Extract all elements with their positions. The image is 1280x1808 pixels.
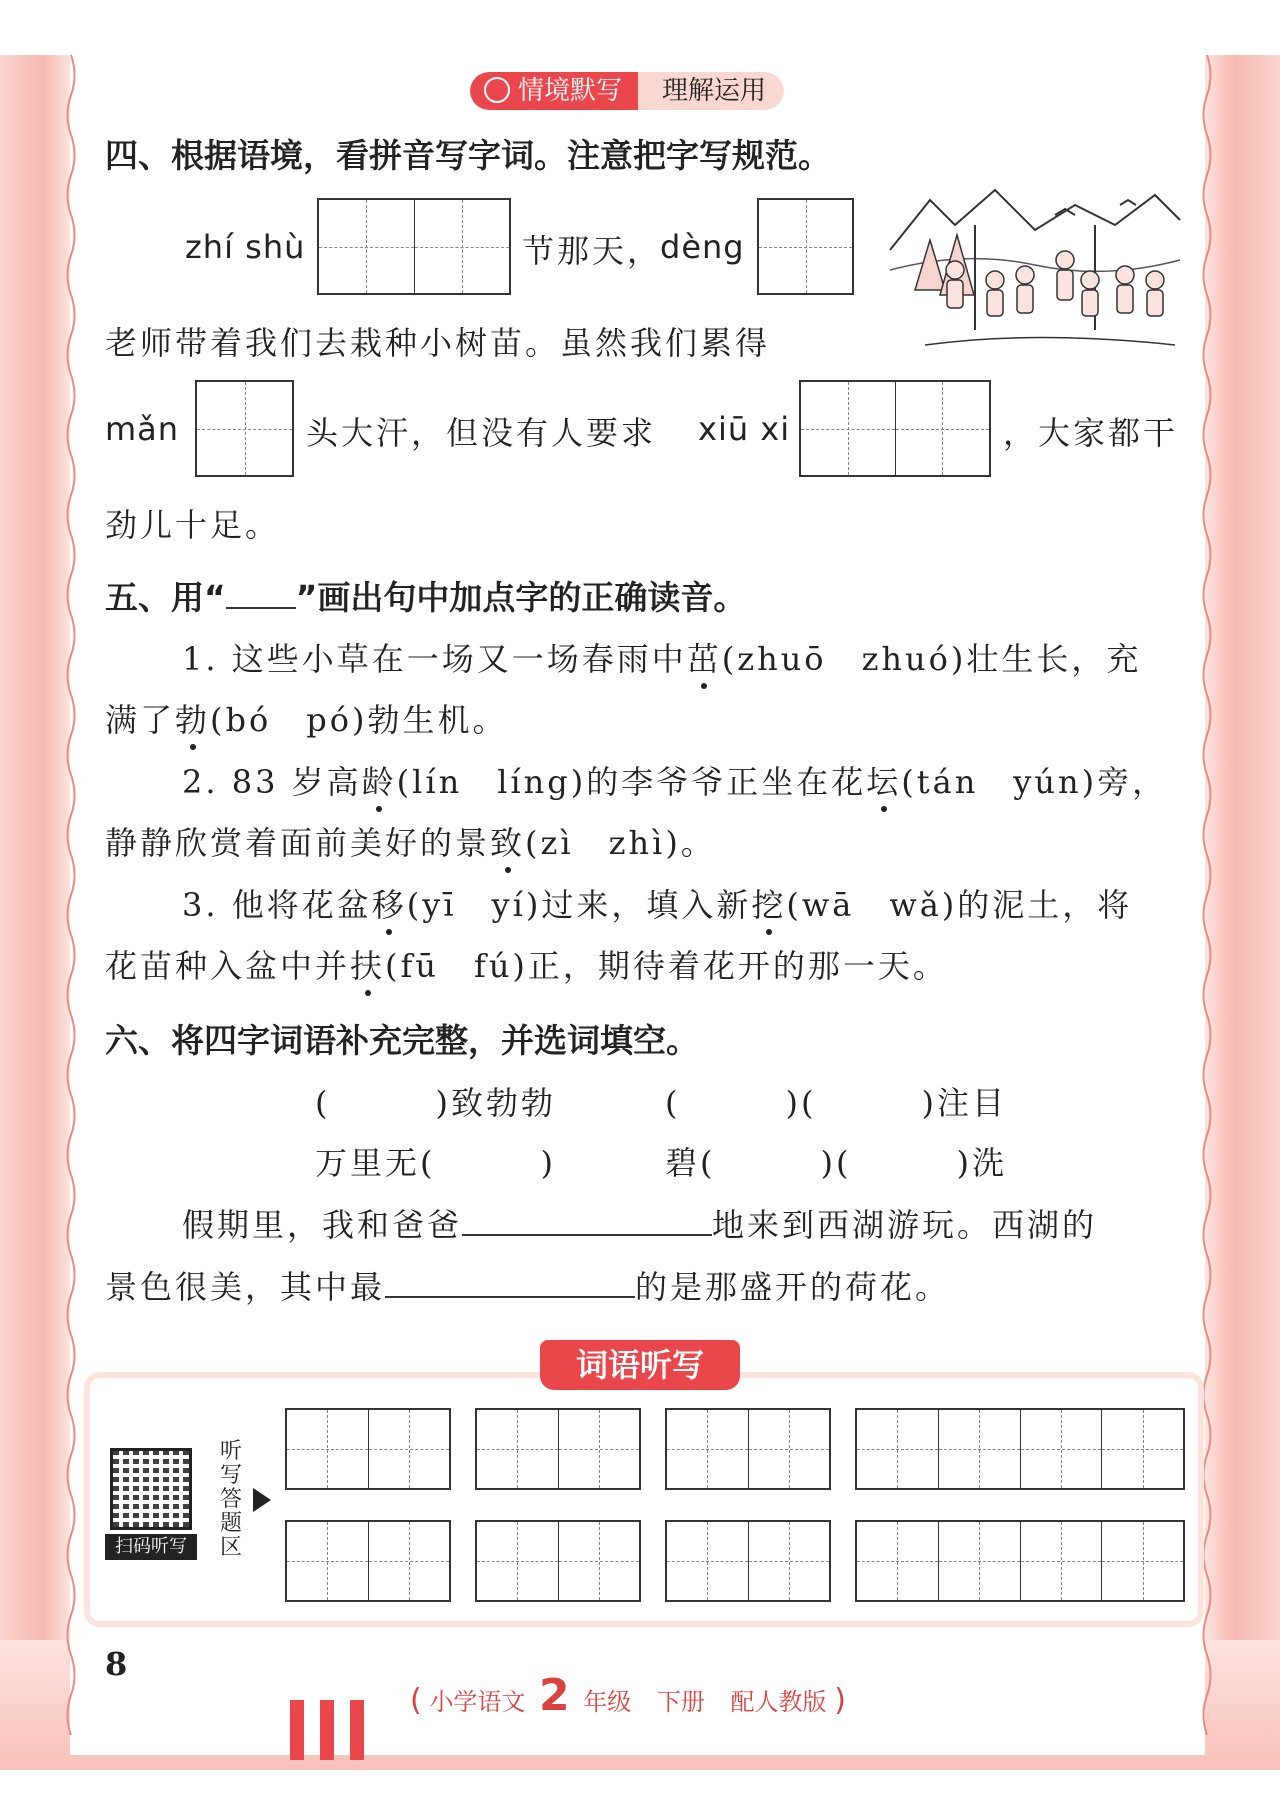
- idiom-4[interactable]: 碧( )( )洗: [665, 1144, 1007, 1182]
- text-dajiadougan: ，大家都干: [1003, 414, 1179, 452]
- pinyin-deng: dèng: [660, 228, 745, 266]
- text-line-4: 劲儿十足。: [105, 506, 281, 544]
- dotted-char: 坛: [866, 757, 901, 803]
- pinyin-zhishu: zhí shù: [185, 228, 306, 266]
- fill-blank-2[interactable]: [385, 1266, 635, 1298]
- dictation-grid-3[interactable]: [665, 1408, 831, 1490]
- fill-blank-1[interactable]: [462, 1204, 712, 1236]
- header-tab: 理解运用: [638, 72, 784, 110]
- text-toudahan: 头大汗，但没有人要求: [306, 414, 657, 452]
- writing-grid-deng[interactable]: [757, 198, 854, 295]
- dotted-char: 扶: [350, 941, 385, 987]
- dotted-char: 龄: [362, 757, 397, 803]
- flower-icon: [484, 77, 510, 103]
- dictation-grid-5[interactable]: [285, 1520, 451, 1602]
- dotted-char: 移: [372, 880, 407, 926]
- fill-sentence-2: 景色很美，其中最 的是那盛开的荷花。: [105, 1268, 951, 1306]
- writing-grid-xiuxi[interactable]: [799, 380, 991, 477]
- dictation-title: 词语听写: [540, 1340, 740, 1390]
- header-badge: 情境默写: [470, 72, 638, 110]
- book-footer: ( 小学语文 2 年级 下册 配人教版 ): [410, 1670, 846, 1721]
- dictation-grid-6[interactable]: [475, 1520, 641, 1602]
- writing-grid-man[interactable]: [195, 380, 294, 477]
- idiom-2[interactable]: ( )( )注目: [665, 1084, 1007, 1122]
- bookmark-ribbon: [290, 1700, 370, 1760]
- q1-line-2: 满了勃(bó pó)勃生机。: [105, 695, 508, 741]
- bracket-left: (: [410, 1683, 422, 1718]
- q3-line-1: 3. 他将花盆移(yī yí)过来，填入新挖(wā wǎ)的泥土，将: [182, 880, 1132, 926]
- writing-grid-zhishu[interactable]: [317, 198, 511, 295]
- dictation-grid-1[interactable]: [285, 1408, 451, 1490]
- dotted-char: 挖: [751, 880, 786, 926]
- dotted-char: 茁: [687, 634, 722, 680]
- pinyin-man: mǎn: [105, 410, 180, 448]
- dotted-char: 勃: [175, 695, 210, 741]
- q3-line-2: 花苗种入盆中并扶(fū fú)正，期待着花开的那一天。: [105, 941, 948, 987]
- fill-sentence-1: 假期里，我和爸爸 地来到西湖游玩。西湖的: [182, 1206, 1098, 1244]
- text-jienatian: 节那天，: [522, 232, 663, 270]
- q2-line-2: 静静欣赏着面前美好的景致(zì zhì)。: [105, 818, 716, 864]
- idiom-3[interactable]: 万里无( ): [315, 1144, 556, 1182]
- page-border-right: [1205, 55, 1280, 1755]
- dictation-grid-7[interactable]: [665, 1520, 831, 1602]
- q2-line-1: 2. 83 岁高龄(lín líng)的李爷爷正坐在花坛(tán yún)旁，: [182, 757, 1167, 803]
- underline-sample: [226, 577, 296, 609]
- page-border-left: [0, 55, 70, 1755]
- bracket-right: ): [834, 1683, 846, 1718]
- qr-code-icon[interactable]: [110, 1448, 192, 1530]
- wave-border-left: [64, 55, 78, 1755]
- idiom-1[interactable]: ( )致勃勃: [315, 1084, 556, 1122]
- section-6-title: 六、将四字词语补充完整，并选词填空。: [105, 1021, 699, 1060]
- tree-planting-illustration: [885, 180, 1185, 360]
- header-tabs: [470, 72, 784, 110]
- page-number: 8: [105, 1645, 128, 1683]
- pinyin-xiuxi: xiū xi: [698, 410, 791, 448]
- text-line-2: 老师带着我们去栽种小树苗。虽然我们累得: [105, 324, 771, 362]
- dictation-grid-8[interactable]: [855, 1520, 1185, 1602]
- dictation-grid-4[interactable]: [855, 1408, 1185, 1490]
- section-5-title: 五、用“ ”画出句中加点字的正确读音。: [105, 578, 747, 617]
- arrow-right-icon: [253, 1488, 271, 1512]
- dotted-char: 致: [490, 818, 525, 864]
- answer-area-label: 听写答题区: [219, 1439, 242, 1560]
- dictation-grid-2[interactable]: [475, 1408, 641, 1490]
- qr-label: 扫码听写: [105, 1534, 197, 1560]
- q1-line-1: 1. 这些小草在一场又一场春雨中茁(zhuō zhuó)壮生长，充: [182, 634, 1141, 680]
- section-4-title: 四、根据语境，看拼音写字词。注意把字写规范。: [105, 136, 831, 175]
